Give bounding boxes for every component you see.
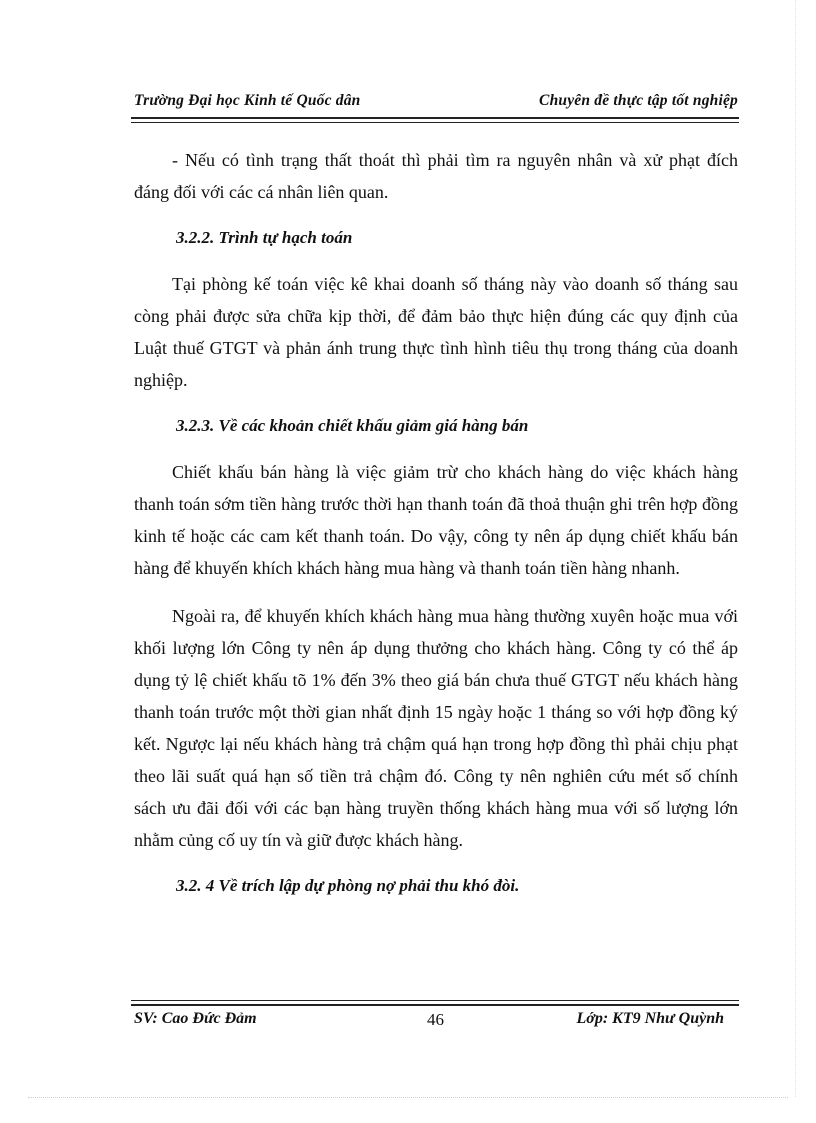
section-heading-3-2-2: 3.2.2. Trình tự hạch toán: [176, 228, 353, 247]
header-rule-thick: [131, 117, 739, 119]
header-school: Trường Đại học Kinh tế Quốc dân: [134, 92, 361, 109]
paragraph-sales-discount: Chiết khấu bán hàng là việc giảm trừ cho khách hàng do việc khách hàng thanh toán sớm tiền hàng trước thời hạn thanh toán đã thoả thuận ghi trên hợp đồng kinh tế hoặc các cam kết thanh toán. Do vậy, công ty nên áp dụng chiết khấu bán hàng để khuyến khích khách hàng mua hàng và thanh toán tiền hàng nhanh.: [134, 462, 738, 578]
header-report-title: Chuyên đề thực tập tốt nghiệp: [539, 92, 738, 109]
section-heading-3-2-3: 3.2.3. Về các khoản chiết khấu giảm giá hàng bán: [176, 416, 529, 435]
page-bottom-edge: [28, 1097, 788, 1098]
page-number: 46: [427, 1010, 444, 1029]
footer-student: SV: Cao Đức Đảm: [134, 1010, 257, 1027]
footer-class: Lớp: KT9 Như Quỳnh: [576, 1010, 724, 1027]
footer-rule-thin: [131, 1000, 739, 1001]
paragraph-loss-handling: - Nếu có tình trạng thất thoát thì phải tìm ra nguyên nhân và xử phạt đích đáng đối với các cá nhân liên quan.: [134, 150, 738, 202]
header-rule-thin: [131, 122, 739, 123]
footer-rule-thick: [131, 1004, 739, 1006]
page-body: [134, 144, 738, 902]
page-footer: [134, 1010, 738, 1032]
page-header: [134, 92, 738, 114]
section-heading-3-2-4: 3.2. 4 Về trích lập dự phòng nợ phải thu khó đòi.: [176, 876, 520, 895]
paragraph-accounting-sequence: Tại phòng kế toán việc kê khai doanh số tháng này vào doanh số tháng sau còng phải được sửa chữa kịp thời, để đảm bảo thực hiện đúng các quy định của Luật thuế GTGT và phản ánh trung thực tình hình tiêu thụ trong tháng của doanh nghiệp.: [134, 274, 738, 390]
page-right-edge: [795, 0, 796, 1097]
paragraph-customer-rewards: Ngoài ra, để khuyến khích khách hàng mua hàng thường xuyên hoặc mua với khối lượng lớn Công ty nên áp dụng thưởng cho khách hàng. Công ty có thể áp dụng tỷ lệ chiết khấu tõ 1% đến 3% theo giá bán chưa thuế GTGT nếu khách hàng thanh toán trước một thời gian nhất định 15 ngày hoặc 1 tháng so với hợp đồng ký kết. Ngược lại nếu khách hàng trả chậm quá hạn trong hợp đồng thì phải chịu phạt theo lãi suất quá hạn số tiền trả chậm đó. Công ty nên nghiên cứu mét số chính sách ưu đãi đối với các bạn hàng truyền thống khách hàng mua với số lượng lớn nhằm củng cố uy tín và giữ được khách hàng.: [134, 606, 738, 850]
